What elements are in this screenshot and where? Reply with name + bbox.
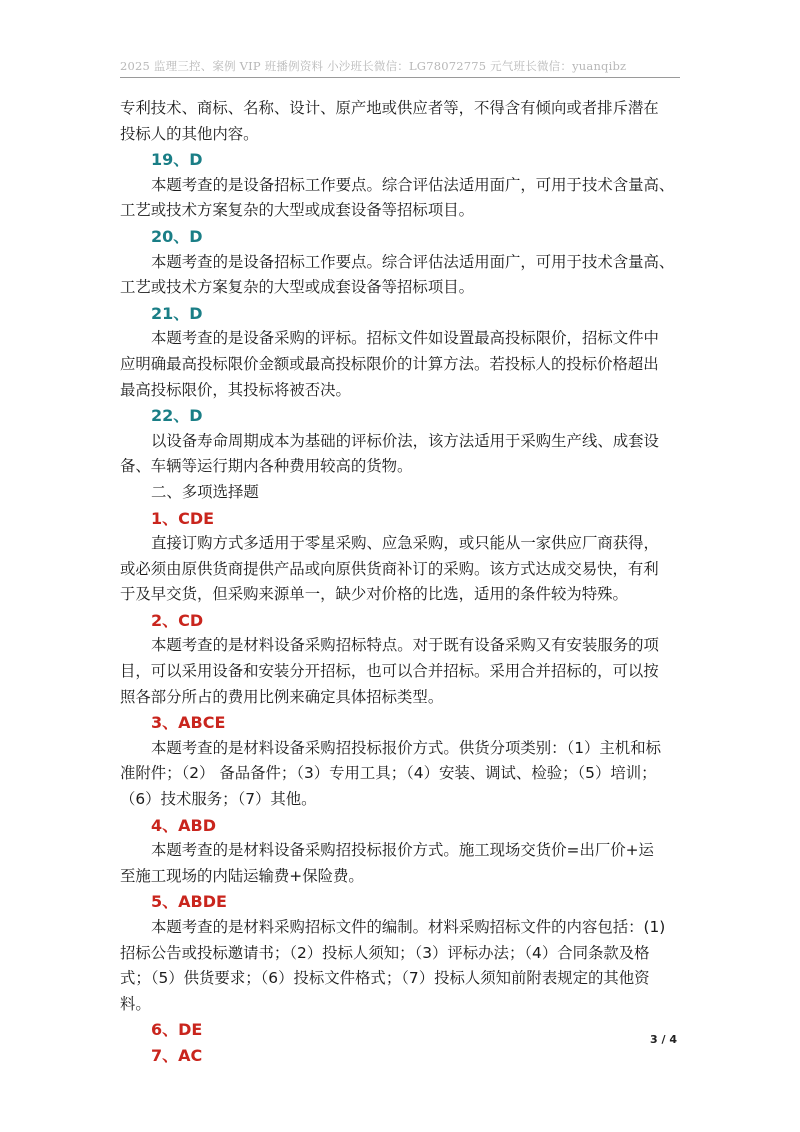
- document-header: 2025 监理三控、案例 VIP 班播例资料 小沙班长微信：LG78072775 元气班长微信：yuanqibz: [120, 59, 627, 73]
- explanation-line: 招标公告或投标邀请书；（2）投标人须知；（3）评标办法；（4）合同条款及格: [120, 943, 650, 962]
- explanation-line: 本题考查的是设备招标工作要点。综合评估法适用面广，可用于技术含量高、: [151, 175, 675, 194]
- header-divider: [120, 77, 680, 78]
- answer-heading-m5: 5、ABDE: [151, 892, 227, 912]
- explanation-line: 式；（5）供货要求；（6）投标文件格式；（7）投标人须知前附表规定的其他资: [120, 969, 650, 988]
- answer-heading-m6: 6、DE: [151, 1020, 203, 1040]
- answer-heading-m2: 2、CD: [151, 610, 204, 630]
- explanation-line: 照各部分所占的费用比例来确定具体招标类型。: [120, 687, 444, 706]
- explanation-line: 于及早交货，但采购来源单一，缺少对价格的比选，适用的条件较为特殊。: [120, 585, 628, 604]
- explanation-line: 备、车辆等运行期内各种费用较高的货物。: [120, 457, 413, 476]
- explanation-line: 本题考查的是材料设备采购招投标报价方式。供货分项类别：（1）主机和标: [151, 738, 661, 757]
- explanation-line: 本题考查的是材料设备采购招标特点。对于既有设备采购又有安装服务的项: [151, 636, 659, 655]
- paragraph-line: 专利技术、商标、名称、设计、原产地或供应者等，不得含有倾向或者排斥潜在: [120, 99, 659, 117]
- section-heading-multiple-choice: 二、多项选择题: [151, 482, 259, 501]
- explanation-line: 或必须由原供货商提供产品或向原供货商补订的采购。该方式达成交易快，有利: [120, 559, 659, 578]
- answer-heading-m3: 3、ABCE: [151, 713, 226, 733]
- answer-heading-m4: 4、ABD: [151, 815, 216, 835]
- answer-heading-21: 21、D: [151, 303, 203, 323]
- explanation-line: 本题考查的是设备采购的评标。招标文件如设置最高投标限价，招标文件中: [151, 329, 659, 348]
- explanation-line: 工艺或技术方案复杂的大型或成套设备等招标项目。: [120, 201, 474, 220]
- answer-heading-20: 20、D: [151, 226, 203, 246]
- explanation-line: 直接订购方式多适用于零星采购、应急采购，或只能从一家供应厂商获得，: [151, 534, 659, 553]
- explanation-line: 以设备寿命周期成本为基础的评标价法，该方法适用于采购生产线、成套设: [151, 431, 659, 450]
- page-number: 3 / 4: [650, 1033, 677, 1046]
- explanation-line: 目，可以采用设备和安装分开招标，也可以合并招标。采用合并招标的，可以按: [120, 662, 659, 681]
- explanation-line: 最高投标限价，其投标将被否决。: [120, 380, 351, 399]
- explanation-line: 准附件；（2） 备品备件；（3）专用工具；（4）安装、调试、检验；（5）培训；: [120, 764, 657, 783]
- answer-heading-m1: 1、CDE: [151, 508, 215, 528]
- explanation-line: 本题考查的是设备招标工作要点。综合评估法适用面广，可用于技术含量高、: [151, 252, 675, 271]
- answer-heading-22: 22、D: [151, 406, 203, 426]
- paragraph-line: 投标人的其他内容。: [120, 124, 259, 143]
- explanation-line: 料。: [120, 994, 151, 1013]
- explanation-line: 至施工现场的内陆运输费+保险费。: [120, 866, 364, 885]
- answer-heading-19: 19、D: [151, 150, 203, 170]
- explanation-line: 应明确最高投标限价金额或最高投标限价的计算方法。若投标人的投标价格超出: [120, 354, 659, 373]
- explanation-line: 本题考查的是材料采购招标文件的编制。材料采购招标文件的内容包括：(1): [151, 918, 666, 936]
- explanation-line: 本题考查的是材料设备采购招投标报价方式。施工现场交货价=出厂价+运: [151, 841, 654, 860]
- explanation-line: （6）技术服务；（7）其他。: [120, 790, 317, 809]
- document-body: [120, 96, 682, 1069]
- answer-heading-m7: 7、AC: [151, 1045, 203, 1065]
- explanation-line: 工艺或技术方案复杂的大型或成套设备等招标项目。: [120, 278, 474, 297]
